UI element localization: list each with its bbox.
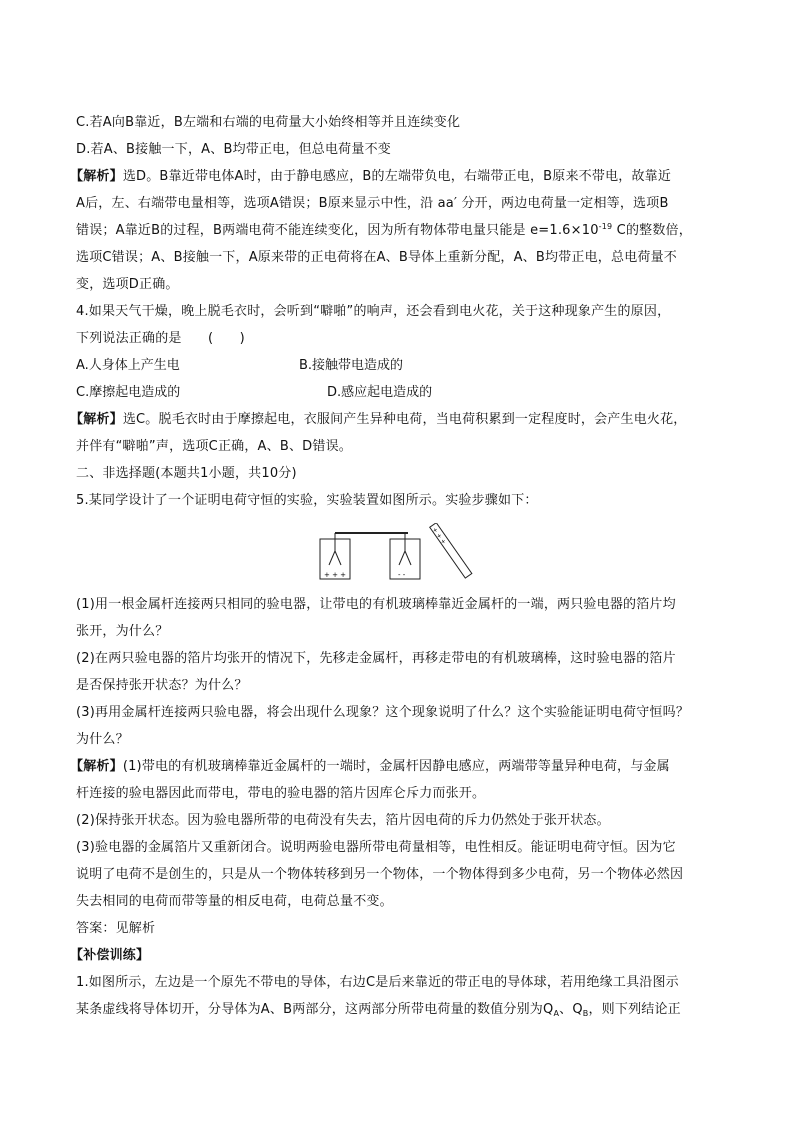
q4-stem-line-1: 4.如果天气干燥，晚上脱毛衣时，会听到“噼啪”的响声，还会看到电火花，关于这种现象产生的原因， [76,304,671,319]
q4-option-d: D.感应起电造成的 [327,385,433,400]
q5-analysis-line-5: 说明了电荷不是创生的，只是从一个物体转移到另一个物体，一个物体得到多少电荷，另一个物体必然因 [76,867,684,882]
q3-analysis-line-1 [70,168,671,186]
q4-analysis-line-2: 并伴有“噼啪”声，选项C正确，A、B、D错误。 [76,439,352,454]
q5-sub3-line-2: 为什么？ [76,732,129,747]
q4-analysis-line-1 [70,411,687,429]
analysis-tag: 【解析】 [70,759,123,774]
q3-option-c: C.若A向B靠近，B左端和右端的电荷量大小始终相等并且连续变化 [76,115,461,130]
q4-stem-line-2: 下列说法正确的是 ( ) [76,331,245,346]
supplement-q1-line-2 [76,1001,681,1019]
q5-sub3-line-1: (3)再用金属杆连接两只验电器，将会出现什么现象？这个现象说明了什么？这个实验能证明电荷守恒吗？ [76,705,690,720]
analysis-text: 选C。脱毛衣时由于摩擦起电，衣服间产生异种电荷，当电荷积累到一定程度时，会产生电火花， [122,412,687,427]
subscript-b: B [582,1009,589,1018]
q5-stem: 5.某同学设计了一个证明电荷守恒的实验，实验装置如图所示。实验步骤如下： [76,493,538,508]
supplement-q1-line-1: 1.如图所示，左边是一个原先不带电的导体，右边C是后来靠近的带正电的导体球，若用绝缘工具沿图示 [76,975,679,990]
supplement-title: 【补偿训练】 [70,948,150,963]
analysis-tag: 【解析】 [70,412,123,427]
rod-charges: + + + [430,526,448,546]
q3-analysis-line-4: 选项C错误；A、B接触一下，A原来带的正电荷将在A、B导体上重新分配，A、B均带正电，总电荷量不 [76,250,678,265]
supplement-text: ，则下列结论正 [588,1002,681,1017]
q4-option-a: A.人身体上产生电 [76,358,180,373]
q3-option-d: D.若A、B接触一下，A、B均带正电，但总电荷量不变 [76,142,391,157]
q4-option-b: B.接触带电造成的 [299,358,404,373]
analysis-text: 选D。B靠近带电体A时，由于静电感应，B的左端带负电，右端带正电，B原来不带电，故靠近 [122,169,672,184]
q5-analysis-line-4: (3)验电器的金属箔片又重新闭合。说明两验电器所带电荷量相等，电性相反。能证明电荷守恒。因为它 [76,840,676,855]
q5-analysis-line-2: 杆连接的验电器因此而带电，带电的验电器的箔片因库仑斥力而张开。 [76,786,486,801]
q3-analysis-line-3 [76,222,692,240]
q4-option-c: C.摩擦起电造成的 [76,385,181,400]
analysis-text: 错误；A靠近B的过程，B两端电荷不能连续变化，因为所有物体带电量只能是 e=1.6×10 [76,223,599,238]
q5-analysis-line-3: (2)保持张开状态。因为验电器所带的电荷没有失去，箔片因电荷的斥力仍然处于张开状态。 [76,813,610,828]
subscript-a: A [553,1009,560,1018]
electroscope-diagram [318,523,478,583]
q5-answer: 答案：见解析 [76,921,156,936]
analysis-text: C的整数倍， [612,223,692,238]
q5-analysis-line-1 [70,758,670,776]
q5-sub1-line-1: (1)用一根金属杆连接两只相同的验电器，让带电的有机玻璃棒靠近金属杆的一端，两只验电器的箔片均 [76,597,676,612]
left-foil-1 [329,551,335,565]
right-foil-1 [399,551,405,565]
left-charges: + + + [324,571,347,579]
right-charges: - - [398,571,406,579]
q5-analysis-line-6: 失去相同的电荷而带等量的相反电荷，电荷总量不变。 [76,894,393,909]
q5-sub1-line-2: 张开，为什么？ [76,624,169,639]
right-foil-2 [405,551,411,565]
electroscope-figure [318,523,478,583]
section-heading: 二、非选择题(本题共1小题，共10分) [76,466,297,481]
q3-analysis-line-2: A后，左、右端带电量相等，选项A错误；B原来显示中性，沿 aa′ 分开，两边电荷量一定相等，选项B [76,196,669,211]
q5-sub2-line-1: (2)在两只验电器的箔片均张开的情况下，先移走金属杆，再移走带电的有机玻璃棒，这时验电器的箔片 [76,651,676,666]
q5-sub2-line-2: 是否保持张开状态？为什么？ [76,678,248,693]
supplement-text: 某条虚线将导体切开，分导体为A、B两部分，这两部分所带电荷量的数值分别为Q [76,1002,554,1017]
analysis-tag: 【解析】 [70,169,123,184]
q3-analysis-line-5: 变，选项D正确。 [76,277,179,292]
glass-rod [429,523,472,579]
left-foil-2 [335,551,341,565]
analysis-text: (1)带电的有机玻璃棒靠近金属杆的一端时，金属杆因静电感应，两端带等量异种电荷，与金属 [122,759,670,774]
supplement-text: 、Q [559,1002,583,1017]
exponent: -19 [598,222,613,231]
